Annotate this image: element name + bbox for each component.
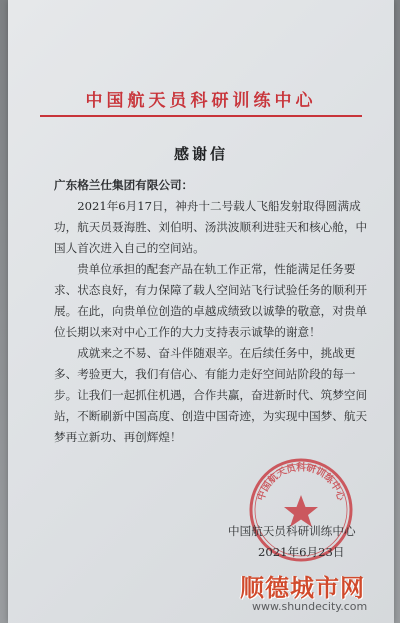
signature-date: 2021年6月23日 xyxy=(258,545,345,559)
seal-text: 中国航天员科研训练中心 xyxy=(255,462,347,503)
signature-organization: 中国航天员科研训练中心 xyxy=(228,524,356,538)
letterhead-organization: 中国航天员科研训练中心 xyxy=(85,91,317,111)
watermark-logo: 顺德城市网 xyxy=(240,574,365,602)
letterhead-red-rule xyxy=(40,115,362,117)
letter-paragraph-1: 2021年6月17日，神舟十二号载人飞船发射取得圆满成功，航天员聂海胜、刘伯明、汤洪波顺利进驻天和核心舱，中国人首次进入自己的空间站。 xyxy=(54,199,368,255)
letter-paragraph-2: 贵单位承担的配套产品在轨工作正常，性能满足任务要求、状态良好，有力保障了载人空间站飞行试验任务的顺利开展。在此，向贵单位创造的卓越成绩致以诚挚的敬意，对贵单位长期以来对中心工作的大力支持表示诚挚的谢意！ xyxy=(54,262,368,339)
letter-salutation: 广东格兰仕集团有限公司： xyxy=(54,178,194,192)
letter-paragraph-3: 成就来之不易、奋斗伴随艰辛。在后续任务中，挑战更多、考验更大，我们有信心、有能力走好空间站阶段的每一步。让我们一起抓住机遇，合作共赢，奋进新时代、筑梦空间站，不断刷新中国高度、创造中国奇迹，为实现中国梦、航天梦再立新功、再创辉煌！ xyxy=(54,346,368,444)
letter-paper xyxy=(8,0,394,623)
letter-body xyxy=(54,175,374,448)
watermark-url: www.shundecity.com xyxy=(252,600,368,613)
letter-title: 感谢信 xyxy=(173,145,228,163)
